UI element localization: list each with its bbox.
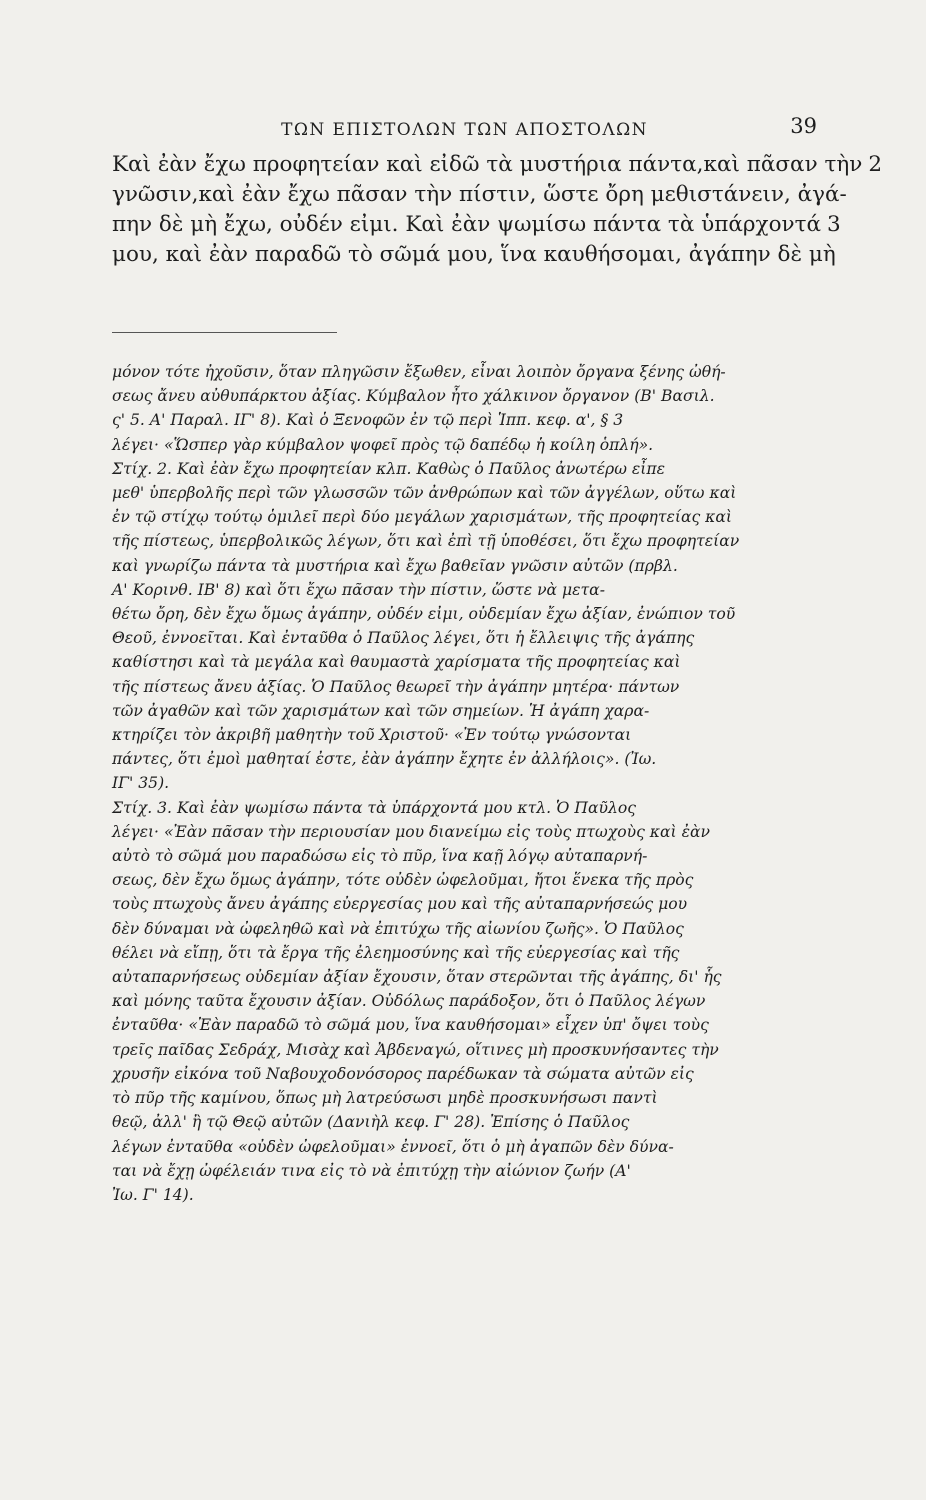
running-title: ΤΩΝ ΕΠΙΣΤΟΛΩΝ ΤΩΝ ΑΠΟΣΤΟΛΩΝ — [281, 120, 648, 140]
commentary-line: δὲν δύναμαι νὰ ὠφεληθῶ καὶ νὰ ἐπιτύχω τῆς αἰωνίου ζωῆς». Ὁ Παῦλος — [112, 919, 684, 938]
verse-number: 2 — [868, 152, 883, 177]
commentary-line: Ἰω. Γ' 14). — [112, 1185, 194, 1204]
commentary-line: ς' 5. Α' Παραλ. ΙΓ' 8). Καὶ ὁ Ξενοφῶν ἐν τῷ περὶ Ἱππ. κεφ. α', § 3 — [112, 411, 624, 430]
commentary-line: Στίχ. 3. Καὶ ἐὰν ψωμίσω πάντα τὰ ὑπάρχοντά μου κτλ. Ὁ Παῦλος — [112, 798, 636, 817]
commentary-line: σεως, δὲν ἔχω ὅμως ἀγάπην, τότε οὐδὲν ὠφελοῦμαι, ἤτοι ἕνεκα τῆς πρὸς — [112, 871, 694, 890]
commentary-line: θέτω ὄρη, δὲν ἔχω ὅμως ἀγάπην, οὐδέν εἰμι, οὐδεμίαν ἔχω ἀξίαν, ἐνώπιον τοῦ — [112, 605, 736, 624]
commentary-line: τρεῖς παῖδας Σεδράχ, Μισὰχ καὶ Ἀβδεναγώ, οἵτινες μὴ προσκυνήσαντες τὴν — [112, 1040, 719, 1059]
commentary-line: τῶν ἀγαθῶν καὶ τῶν χαρισμάτων καὶ τῶν σημείων. Ἡ ἀγάπη χαρα- — [112, 701, 650, 720]
scripture-line — [112, 240, 836, 270]
commentary-line: καὶ γνωρίζω πάντα τὰ μυστήρια καὶ ἔχω βαθεῖαν γνῶσιν αὐτῶν (πρβλ. — [112, 556, 678, 575]
commentary-line: τοὺς πτωχοὺς ἄνευ ἀγάπης εὐεργεσίας μου καὶ τῆς αὐταπαρνήσεώς μου — [112, 895, 688, 914]
commentary-line: λέγει· «Ὥσπερ γὰρ κύμβαλον ψοφεῖ πρὸς τῷ δαπέδῳ ἡ κοίλη ὁπλή». — [112, 435, 654, 454]
commentary-line: τῆς πίστεως ἄνευ ἀξίας. Ὁ Παῦλος θεωρεῖ τὴν ἀγάπην μητέρα· πάντων — [112, 677, 680, 696]
scripture-line-text: πην δὲ μὴ ἔχω, οὐδέν εἰμι. Καὶ ἐὰν ψωμίσω πάντα τὰ ὑπάρχοντά — [112, 212, 821, 237]
commentary-line: χρυσῆν εἰκόνα τοῦ Ναβουχοδονόσορος παρέδωκαν τὰ σώματα αὐτῶν εἰς — [112, 1064, 694, 1083]
commentary-line: Στίχ. 2. Καὶ ἐὰν ἔχω προφητείαν κλπ. Καθὼς ὁ Παῦλος ἀνωτέρω εἶπε — [112, 459, 665, 478]
commentary-line: τὸ πῦρ τῆς καμίνου, ὅπως μὴ λατρεύσωσι μηδὲ προσκυνήσωσι παντὶ — [112, 1089, 658, 1108]
commentary-line: λέγων ἐνταῦθα «οὐδὲν ὠφελοῦμαι» ἐννοεῖ, ὅτι ὁ μὴ ἀγαπῶν δὲν δύνα- — [112, 1137, 674, 1156]
scripture-line-text: μου, καὶ ἐὰν παραδῶ τὸ σῶμά μου, ἵνα καυθήσομαι, ἀγάπην δὲ μὴ — [112, 242, 836, 267]
scripture-line — [112, 180, 847, 210]
commentary-text — [112, 360, 818, 1207]
commentary-line: θέλει νὰ εἴπῃ, ὅτι τὰ ἔργα τῆς ἐλεημοσύνης καὶ τῆς εὐεργεσίας καὶ τῆς — [112, 943, 680, 962]
commentary-line: αὐταπαρνήσεως οὐδεμίαν ἀξίαν ἔχουσιν, ὅταν στερῶνται τῆς ἀγάπης, δι' ἧς — [112, 968, 722, 987]
commentary-line: Α' Κορινθ. ΙΒ' 8) καὶ ὅτι ἔχω πᾶσαν τὴν πίστιν, ὥστε νὰ μετα- — [112, 580, 605, 599]
running-head — [112, 114, 817, 144]
commentary-line: αὐτὸ τὸ σῶμά μου παραδώσω εἰς τὸ πῦρ, ἵνα καῇ λόγῳ αὐταπαρνή- — [112, 847, 648, 866]
scripture-line-text: γνῶσιν,καὶ ἐὰν ἔχω πᾶσαν τὴν πίστιν, ὥστε ὄρη μεθιστάνειν, ἀγά- — [112, 182, 847, 207]
commentary-line: ΙΓ' 35). — [112, 774, 170, 793]
footnote-divider — [112, 332, 337, 333]
commentary-line: κτηρίζει τὸν ἀκριβῆ μαθητὴν τοῦ Χριστοῦ· «Ἐν τούτῳ γνώσονται — [112, 726, 632, 745]
commentary-line: ἐνταῦθα· «Ἐὰν παραδῶ τὸ σῶμά μου, ἵνα καυθήσομαι» εἶχεν ὑπ' ὄψει τοὺς — [112, 1016, 709, 1035]
commentary-line: μεθ' ὑπερβολῆς περὶ τῶν γλωσσῶν τῶν ἀνθρώπων καὶ τῶν ἀγγέλων, οὕτω καὶ — [112, 484, 737, 503]
commentary-line: ται νὰ ἔχῃ ὠφέλειάν τινα εἰς τὸ νὰ ἐπιτύχῃ τὴν αἰώνιον ζωήν (Α' — [112, 1161, 631, 1180]
commentary-line: καθίστησι καὶ τὰ μεγάλα καὶ θαυμαστὰ χαρίσματα τῆς προφητείας καὶ — [112, 653, 681, 672]
verse-number: 3 — [827, 212, 841, 237]
commentary-line: πάντες, ὅτι ἐμοὶ μαθηταί ἐστε, ἐὰν ἀγάπην ἔχητε ἐν ἀλλήλοις». (Ἰω. — [112, 750, 657, 769]
commentary-line: ἐν τῷ στίχῳ τούτῳ ὁμιλεῖ περὶ δύο μεγάλων χαρισμάτων, τῆς προφητείας καὶ — [112, 508, 733, 527]
commentary-line: θεῷ, ἀλλ' ἢ τῷ Θεῷ αὐτῶν (Δανιὴλ κεφ. Γ' 28). Ἐπίσης ὁ Παῦλος — [112, 1113, 630, 1132]
scripture-line — [112, 210, 841, 240]
commentary-line: μόνον τότε ἠχοῦσιν, ὅταν πληγῶσιν ἔξωθεν, εἶναι λοιπὸν ὄργανα ξένης ὠθή- — [112, 363, 726, 381]
commentary-line: καὶ μόνης ταῦτα ἔχουσιν ἀξίαν. Οὐδόλως παράδοξον, ὅτι ὁ Παῦλος λέγων — [112, 992, 706, 1011]
scripture-text — [112, 150, 883, 270]
commentary-line: σεως ἄνευ αὐθυπάρκτου ἀξίας. Κύμβαλον ἦτο χάλκινον ὄργανον (Β' Βασιλ. — [112, 387, 715, 406]
scripture-line — [112, 150, 883, 180]
commentary-line: τῆς πίστεως, ὑπερβολικῶς λέγων, ὅτι καὶ ἐπὶ τῇ ὑποθέσει, ὅτι ἔχω προφητείαν — [112, 532, 740, 551]
commentary-line: Θεοῦ, ἐννοεῖται. Καὶ ἐνταῦθα ὁ Παῦλος λέγει, ὅτι ἡ ἔλλειψις τῆς ἀγάπης — [112, 629, 695, 648]
commentary-line: λέγει· «Ἐὰν πᾶσαν τὴν περιουσίαν μου διανείμω εἰς τοὺς πτωχοὺς καὶ ἐὰν — [112, 822, 710, 841]
scripture-line-text: Καὶ ἐὰν ἔχω προφητείαν καὶ εἰδῶ τὰ μυστήρια πάντα,καὶ πᾶσαν τὴν — [112, 152, 863, 177]
page-number: 39 — [790, 114, 817, 138]
